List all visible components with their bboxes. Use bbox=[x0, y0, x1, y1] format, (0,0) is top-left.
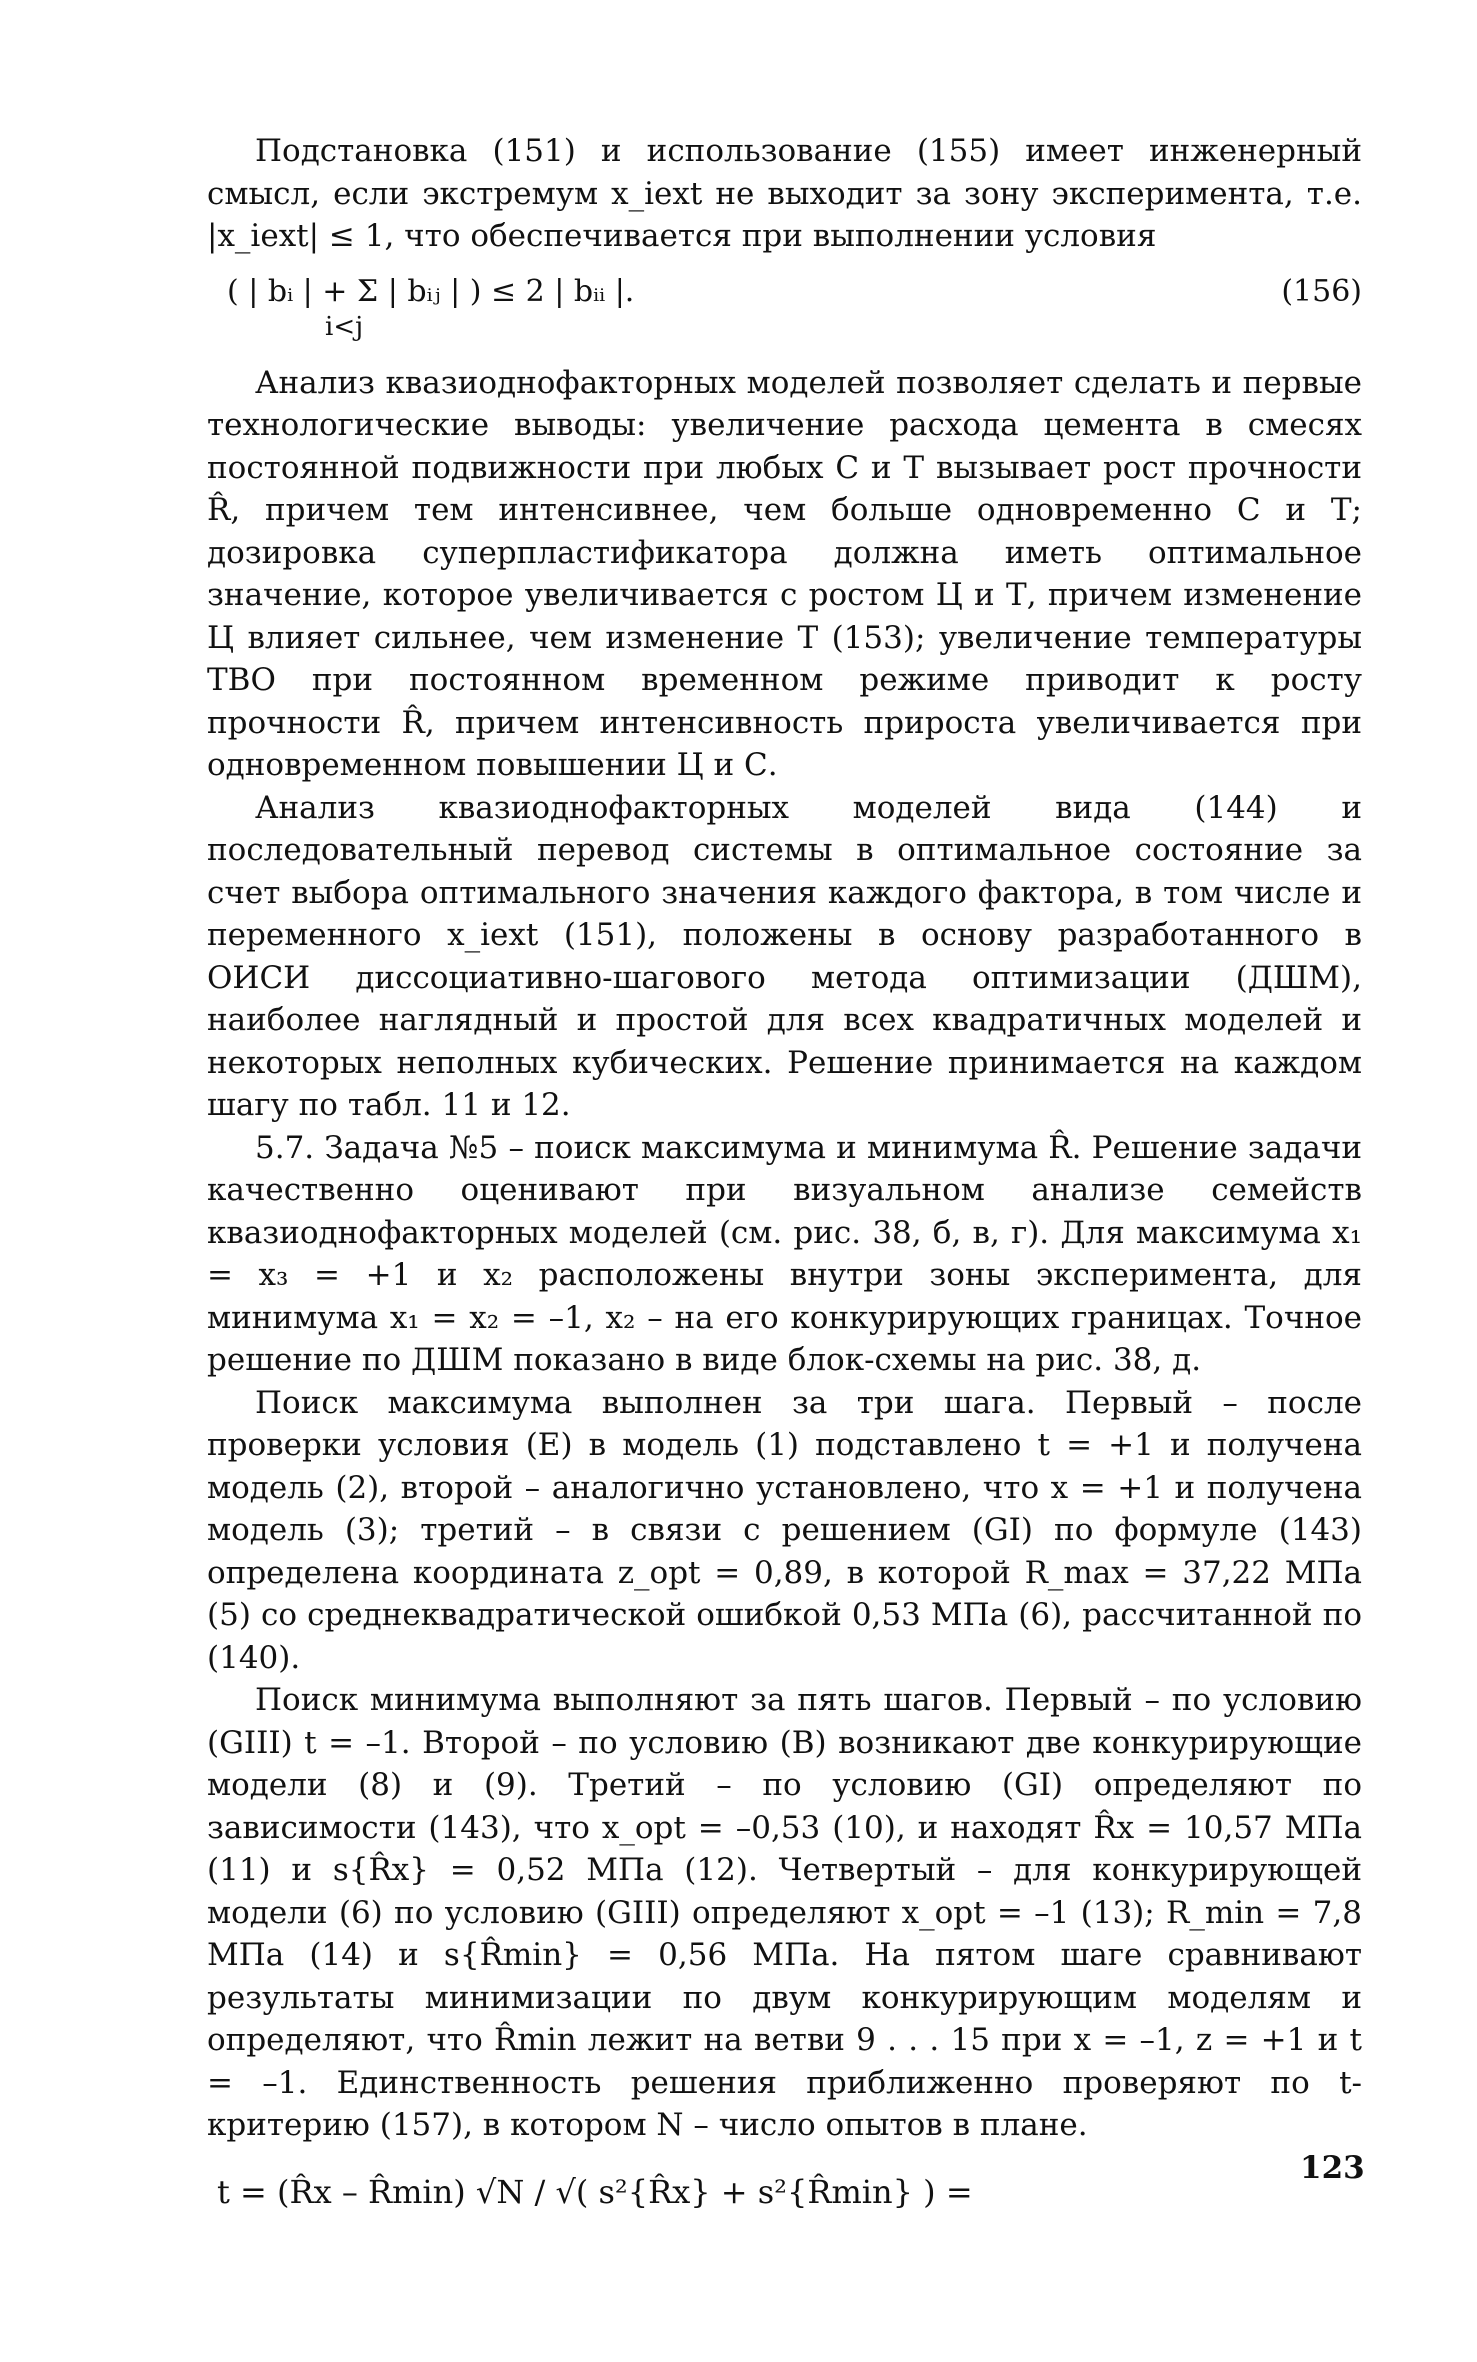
paragraph-analysis-1: Анализ квазиоднофакторных моделей позволяет сделать и первые технологические выводы: увеличение расхода цемента в смесях постоянной подвижности при любых С и Т вызывает рост прочности R̂, причем тем интенсивнее, чем больше одновременно С и Т; дозировка суперпластификатора должна иметь оптимальное значение, которое увеличивается с ростом Ц и Т, причем изменение Ц влияет сильнее, чем изменение Т (153); увеличение температуры ТВО при постоянном временном режиме приводит к росту прочности R̂, причем интенсивность прироста увеличивается при одновременном повышении Ц и С. bbox=[207, 364, 1362, 783]
formula-156-number: (156) bbox=[1281, 273, 1362, 309]
formula-157: t = (R̂x – R̂min) √N / √( s²{R̂x} + s²{R̂min} ) = bbox=[217, 2172, 973, 2211]
paragraph-maximum-search: Поиск максимума выполнен за три шага. Первый – после проверки условия (Е) в модель (1) подставлено t = +1 и получена модель (2), второй – аналогично установлено, что x = +1 и получена модель (3); третий – в связи с решением (GI) по формуле (143) определена координата z_opt = 0,89, в которой R_max = 37,22 МПа (5) со среднеквадратической ошибкой 0,53 МПа (6), рассчитанной по (140). bbox=[207, 1384, 1362, 1676]
formula-156-subscript: i<j bbox=[325, 311, 364, 342]
formula-156-expression: ( | bᵢ | + Σ | bᵢⱼ | ) ≤ 2 | bᵢᵢ |. bbox=[227, 273, 635, 309]
formula-156 bbox=[207, 266, 1362, 346]
page-number: 123 bbox=[1300, 2150, 1365, 2186]
paragraph-analysis-2: Анализ квазиоднофакторных моделей вида (144) и последовательный перевод системы в оптимальное состояние за счет выбора оптимального значения каждого фактора, в том числе и переменного x_iext (151), положены в основу разработанного в ОИСИ диссоциативно-шагового метода оптимизации (ДШМ), наиболее наглядный и простой для всех квадратичных моделей и некоторых неполных кубических. Решение принимается на каждом шагу по табл. 11 и 12. bbox=[207, 789, 1362, 1123]
paragraph-minimum-search: Поиск минимума выполняют за пять шагов. Первый – по условию (GIII) t = –1. Второй – по условию (B) возникают две конкурирующие модели (8) и (9). Третий – по условию (GI) определяют по зависимости (143), что x_opt = –0,53 (10), и находят R̂x = 10,57 МПа (11) и s{R̂x} = 0,52 МПа (12). Четвертый – для конкурирующей модели (6) по условию (GIII) определяют x_opt = –1 (13); R_min = 7,8 МПа (14) и s{R̂min} = 0,56 МПа. На пятом шаге сравнивают результаты минимизации по двум конкурирующим моделям и определяют, что R̂min лежит на ветви 9 . . . 15 при x = –1, z = +1 и t = –1. Единственность решения приближенно проверяют по t-критерию (157), в котором N – число опытов в плане. bbox=[207, 1682, 1362, 2143]
paragraph-substitution: Подстановка (151) и использование (155) имеет инженерный смысл, если экстремум x_iext не выходит за зону эксперимента, т.е. |x_iext| ≤ 1, что обеспечивается при выполнении условия bbox=[207, 133, 1362, 254]
page-body bbox=[207, 130, 1362, 2211]
paragraph-task-5: 5.7. Задача №5 – поиск максимума и минимума R̂. Решение задачи качественно оценивают при визуальном анализе семейств квазиоднофакторных моделей (см. рис. 38, б, в, г). Для максимума x₁ = x₃ = +1 и x₂ расположены внутри зоны эксперимента, для минимума x₁ = x₂ = –1, x₂ – на его конкурирующих границах. Точное решение по ДШМ показано в виде блок-схемы на рис. 38, д. bbox=[207, 1129, 1362, 1378]
